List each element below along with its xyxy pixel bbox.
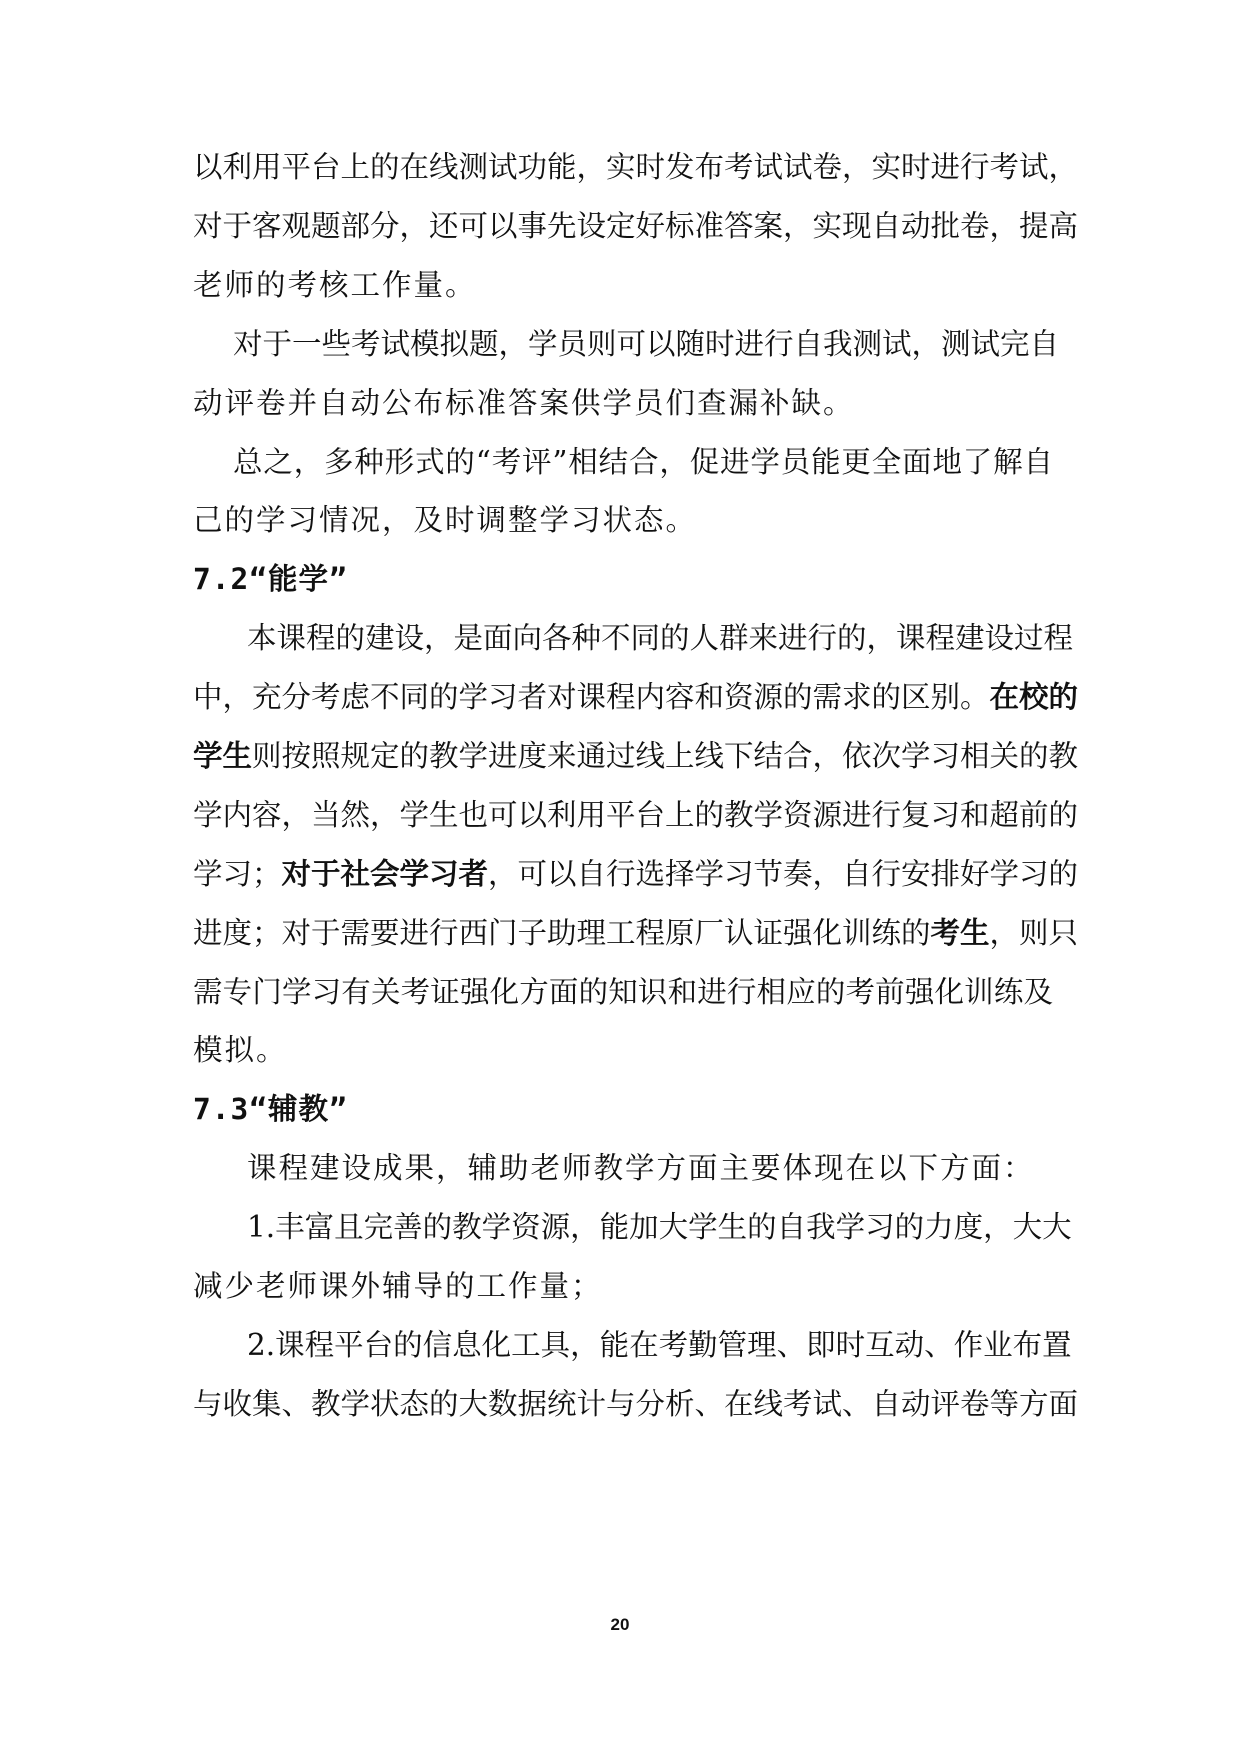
text-run: ，则只 — [989, 916, 1079, 950]
paragraph-line: 对于客观题部分，还可以事先设定好标准答案，实现自动批卷，提高 — [193, 209, 1079, 243]
paragraph-line: 学内容，当然，学生也可以利用平台上的教学资源进行复习和超前的 — [193, 798, 1079, 832]
paragraph-line — [193, 677, 1079, 717]
paragraph-line: 老师的考核工作量。 — [193, 268, 477, 302]
paragraph-line — [193, 736, 1079, 776]
bold-text-run: 对于社会学习者 — [281, 856, 489, 891]
text-run: 则按照规定的教学进度来通过线上线下结合，依次学习相关的教 — [252, 739, 1079, 773]
paragraph-line: 本课程的建设，是面向各种不同的人群来进行的，课程建设过程 — [247, 621, 1074, 655]
section-heading: 7.2“能学” — [193, 562, 348, 596]
paragraph-line: 1.丰富且完善的教学资源，能加大学生的自我学习的力度，大大 — [247, 1210, 1072, 1244]
paragraph-line: 2.课程平台的信息化工具，能在考勤管理、即时互动、作业布置 — [247, 1328, 1072, 1362]
bold-text-run: 考生 — [930, 915, 990, 950]
text-run: 学习； — [193, 857, 282, 891]
paragraph-line: 需专门学习有关考证强化方面的知识和进行相应的考前强化训练及 — [193, 975, 1053, 1009]
paragraph-line: 总之，多种形式的“考评”相结合，促进学员能更全面地了解自 — [233, 445, 1053, 479]
paragraph-line: 己的学习情况，及时调整学习状态。 — [193, 503, 698, 537]
text-run: 中，充分考虑不同的学习者对课程内容和资源的需求的区别。 — [193, 680, 990, 714]
paragraph-line: 课程建设成果，辅助老师教学方面主要体现在以下方面： — [247, 1151, 1035, 1185]
bold-text-run: 在校的 — [989, 679, 1079, 714]
page-number: 20 — [610, 1615, 630, 1634]
text-run: ，可以自行选择学习节奏，自行安排好学习的 — [488, 857, 1079, 891]
paragraph-line: 动评卷并自动公布标准答案供学员们查漏补缺。 — [193, 386, 855, 420]
paragraph-line: 与收集、教学状态的大数据统计与分析、在线考试、自动评卷等方面 — [193, 1387, 1079, 1421]
paragraph-line: 以利用平台上的在线测试功能，实时发布考试试卷，实时进行考试， — [193, 150, 1079, 184]
paragraph-line — [193, 913, 1079, 953]
section-heading: 7.3“辅教” — [193, 1092, 348, 1126]
bold-text-run: 学生 — [193, 738, 253, 773]
paragraph-line: 对于一些考试模拟题，学员则可以随时进行自我测试，测试完自 — [233, 327, 1060, 361]
paragraph-line: 减少老师课外辅导的工作量； — [193, 1269, 603, 1303]
paragraph-line: 模拟。 — [193, 1033, 288, 1067]
text-run: 进度；对于需要进行西门子助理工程原厂认证强化训练的 — [193, 916, 931, 950]
paragraph-line — [193, 854, 1079, 894]
